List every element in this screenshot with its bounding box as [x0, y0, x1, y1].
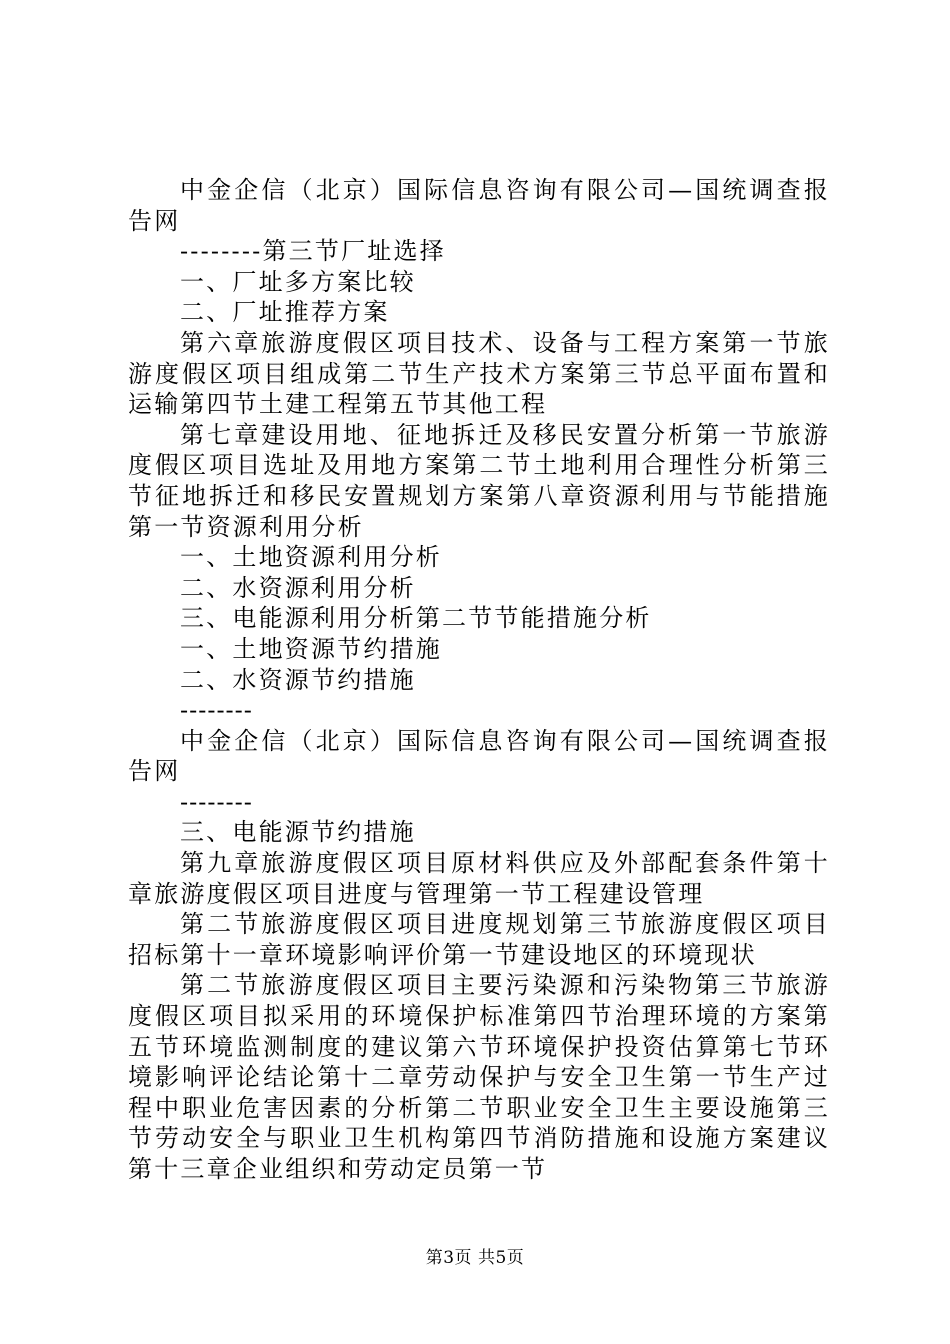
paragraph-company-header: 中金企信（北京）国际信息咨询有限公司—国统调查报告网 — [128, 176, 830, 235]
paragraph-list-item: 一、厂址多方案比较 — [180, 267, 416, 296]
paragraph-chapter-7: 第七章建设用地、征地拆迁及移民安置分析第一节旅游度假区项目选址及用地方案第二节土地利用合理性分析第三节征地拆迁和移民安置规划方案第八章资源利用与节能措施第一节资源利用分析 — [128, 420, 830, 541]
paragraph-section-site-selection: --------第三节厂址选择 — [180, 237, 446, 266]
document-body — [128, 175, 830, 1185]
page-footer: 第3页 共5页 — [425, 1248, 525, 1268]
paragraph-chapter-6: 第六章旅游度假区项目技术、设备与工程方案第一节旅游度假区项目组成第二节生产技术方案第三节总平面布置和运输第四节土建工程第五节其他工程 — [128, 328, 830, 419]
paragraph-dash-separator: -------- — [180, 696, 253, 725]
paragraph-list-item: 二、厂址推荐方案 — [180, 298, 390, 327]
paragraph-chapter-9: 第九章旅游度假区项目原材料供应及外部配套条件第十章旅游度假区项目进度与管理第一节工程建设管理 — [128, 849, 830, 908]
paragraph-list-item: 一、土地资源利用分析 — [180, 543, 442, 572]
paragraph-section-progress: 第二节旅游度假区项目进度规划第三节旅游度假区项目招标第十一章环境影响评价第一节建设地区的环境现状 — [128, 910, 830, 969]
paragraph-dash-separator: -------- — [180, 787, 253, 816]
paragraph-list-item: 三、电能源节约措施 — [180, 818, 416, 847]
paragraph-list-item: 二、水资源节约措施 — [180, 665, 416, 694]
paragraph-list-item: 一、土地资源节约措施 — [180, 634, 442, 663]
paragraph-list-item: 三、电能源利用分析第二节节能措施分析 — [180, 604, 652, 633]
paragraph-company-header: 中金企信（北京）国际信息咨询有限公司—国统调查报告网 — [128, 726, 830, 786]
paragraph-list-item: 二、水资源利用分析 — [180, 573, 416, 602]
paragraph-section-pollution: 第二节旅游度假区项目主要污染源和污染物第三节旅游度假区项目拟采用的环境保护标准第四节治理环境的方案第五节环境监测制度的建议第六节环境保护投资估算第七节环境影响评论结论第十二章劳动保护与安全卫生第一节生产过程中职业危害因素的分析第二节职业安全卫生主要设施第三节劳动安全与职业卫生机构第四节消防措施和设施方案建议第十三章企业组织和劳动定员第一节 — [128, 971, 830, 1183]
